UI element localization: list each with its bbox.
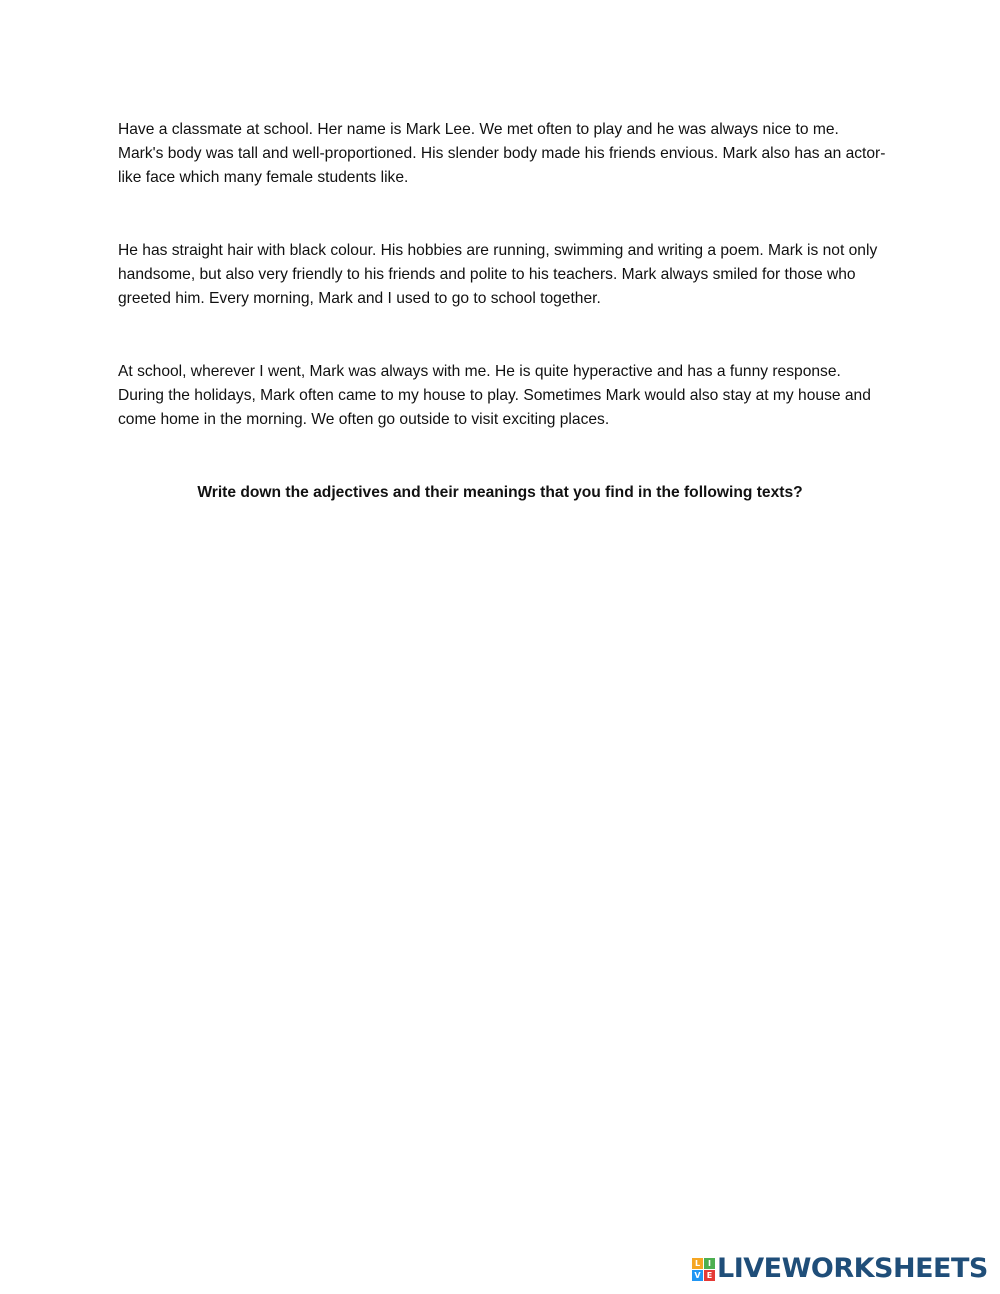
logo-mark-letter: E	[704, 1270, 715, 1281]
paragraph-2: He has straight hair with black colour. His hobbies are running, swimming and writing a poem. Mark is not only handsome, but also very friendly to his friends and polite to his teachers. Mark always smiled for those who greeted him. Every morning, Mark and I used to go to school together.	[118, 242, 878, 307]
liveworksheets-logo-icon	[692, 1258, 715, 1281]
logo-wordmark: LIVEWORKSHEETS	[717, 1253, 988, 1284]
paragraph-3: At school, wherever I went, Mark was always with me. He is quite hyperactive and has a funny response. During the holidays, Mark often came to my house to play. Sometimes Mark would also stay at my house and come home in the morning. We often go outside to visit exciting places.	[118, 363, 871, 428]
liveworksheets-logo	[692, 1254, 988, 1284]
question-heading: Write down the adjectives and their meanings that you find in the following texts?	[197, 484, 803, 501]
logo-mark-letter: L	[692, 1258, 703, 1269]
logo-mark-letter: V	[692, 1270, 703, 1281]
paragraph-1: Have a classmate at school. Her name is Mark Lee. We met often to play and he was always nice to me. Mark's body was tall and well-proportioned. His slender body made his friends envious. Mark also has an actor-like face which many female students like.	[118, 121, 886, 186]
logo-mark-letter: I	[704, 1258, 715, 1269]
